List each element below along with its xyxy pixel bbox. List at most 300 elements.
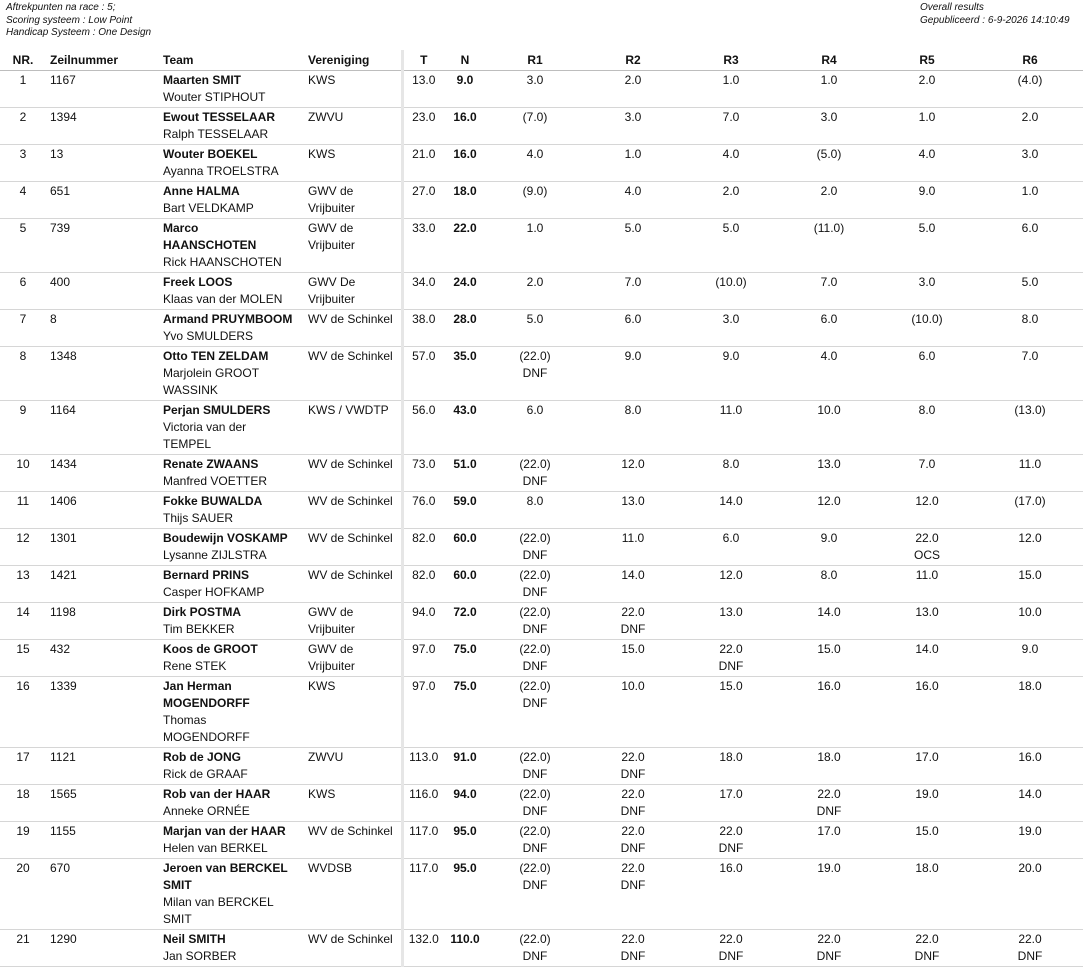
total-points-value: 21.0 [412,147,436,161]
race-score: 8.0 [918,403,936,417]
race-r2-cell [584,71,682,108]
race-score: 14.0 [621,568,645,582]
race-score: 1.0 [722,73,740,87]
race-r5-cell [878,145,976,182]
rank-cell [0,677,46,748]
team-cell [159,640,304,677]
sail-number-cell [46,273,159,310]
race-r4-cell [780,401,878,455]
club-name: KWS [308,147,336,161]
sail-number-value: 1164 [50,403,76,417]
race-r4-cell [780,145,878,182]
race-r1-cell [486,455,584,492]
race-score: 18.0 [817,750,841,764]
race-score: 22.0 [719,824,743,838]
team-cell [159,822,304,859]
race-score: 22.0 [621,750,645,764]
race-r1-cell [486,566,584,603]
sail-number-cell [46,108,159,145]
helm-name: Marco [163,221,199,235]
club-cell [304,859,402,930]
rank-cell [0,108,46,145]
rank-value: 4 [19,184,27,198]
table-row [0,822,1083,859]
race-score: 4.0 [722,147,740,161]
race-score: 17.0 [719,787,743,801]
race-r2-cell [584,219,682,273]
race-score: 13.0 [915,605,939,619]
race-score: 5.0 [722,221,740,235]
helm-name: Bernard PRINS [163,568,250,582]
table-row [0,273,1083,310]
race-r2-cell [584,859,682,930]
sail-number-value: 13 [50,147,64,161]
race-r1-cell [486,145,584,182]
sail-number-cell [46,492,159,529]
race-r1-cell [486,822,584,859]
helm-name: Armand PRUYMBOOM [163,312,293,326]
race-r5-cell [878,930,976,967]
race-r5-cell [878,529,976,566]
total-points-cell [402,785,444,822]
race-code: DNF [718,949,744,963]
team-cell [159,603,304,640]
race-score: (10.0) [715,275,747,289]
race-r2-cell [584,455,682,492]
race-score: 14.0 [1018,787,1042,801]
race-r4-cell [780,219,878,273]
race-code: DNF [620,949,646,963]
race-r6-cell [976,71,1083,108]
net-points-cell [444,748,486,785]
club-name: WV de Schinkel [308,312,393,326]
total-points-value: 57.0 [412,349,436,363]
team-cell [159,71,304,108]
race-score: 14.0 [915,642,939,656]
race-r4-cell [780,108,878,145]
sail-number-value: 1394 [50,110,77,124]
net-points-value: 91.0 [453,750,477,764]
race-score: 9.0 [624,349,642,363]
sail-number-value: 651 [50,184,71,198]
total-points-cell [402,145,444,182]
race-score: 6.0 [918,349,936,363]
race-code: DNF [816,804,842,818]
race-r3-cell [682,401,780,455]
race-code: DNF [522,548,548,562]
race-r3-cell [682,859,780,930]
race-r3-cell [682,529,780,566]
net-points-cell [444,930,486,967]
handicap-system-info: Handicap Systeem : One Design [6,27,152,38]
club-name: Vrijbuiter [308,292,355,306]
race-r4-cell [780,566,878,603]
total-points-value: 27.0 [412,184,436,198]
race-score: 12.0 [1018,531,1042,545]
race-score: 8.0 [722,457,740,471]
net-points-cell [444,401,486,455]
crew-name: Rick HAANSCHOTEN [163,255,282,269]
race-r6-cell [976,822,1083,859]
race-score: 10.0 [817,403,841,417]
race-score: 13.0 [621,494,645,508]
race-r1-cell [486,347,584,401]
table-row [0,492,1083,529]
club-name: Vrijbuiter [308,659,355,673]
club-cell [304,930,402,967]
total-points-cell [402,640,444,677]
race-r3-cell [682,145,780,182]
sail-number-value: 1434 [50,457,77,471]
crew-name: Thijs SAUER [163,511,234,525]
race-score: 2.0 [722,184,740,198]
race-r3-cell [682,785,780,822]
race-r3-cell [682,347,780,401]
total-points-value: 113.0 [409,750,439,764]
crew-name: WASSINK [163,383,218,397]
net-points-cell [444,603,486,640]
col-header-nr: NR. [0,50,46,71]
club-name: WV de Schinkel [308,494,393,508]
table-row [0,529,1083,566]
helm-name: HAANSCHOTEN [163,238,257,252]
race-r2-cell [584,930,682,967]
race-score: 22.0 [1018,932,1042,946]
race-score: 15.0 [1018,568,1042,582]
net-points-value: 9.0 [456,73,474,87]
total-points-cell [402,182,444,219]
club-name: KWS / VWDTP [308,403,389,417]
total-points-value: 34.0 [412,275,436,289]
crew-name: Marjolein GROOT [163,366,260,380]
sail-number-cell [46,640,159,677]
race-score: 17.0 [817,824,841,838]
total-points-value: 117.0 [409,861,439,875]
race-r6-cell [976,219,1083,273]
rank-cell [0,455,46,492]
race-r5-cell [878,492,976,529]
race-score: 11.0 [719,403,743,417]
race-score: (22.0) [519,750,551,764]
net-points-value: 94.0 [453,787,477,801]
race-r1-cell [486,401,584,455]
race-score: 15.0 [915,824,939,838]
total-points-value: 97.0 [412,679,436,693]
race-r6-cell [976,182,1083,219]
net-points-value: 59.0 [453,494,477,508]
race-r1-cell [486,492,584,529]
sail-number-value: 400 [50,275,71,289]
race-score: (22.0) [519,568,551,582]
table-row [0,401,1083,455]
rank-cell [0,640,46,677]
race-score: 7.0 [918,457,936,471]
table-row [0,108,1083,145]
sail-number-cell [46,859,159,930]
club-name: KWS [308,679,336,693]
team-cell [159,566,304,603]
race-score: 2.0 [624,73,642,87]
club-name: ZWVU [308,110,344,124]
race-score: 9.0 [820,531,838,545]
team-cell [159,145,304,182]
sail-number-value: 1339 [50,679,77,693]
race-score: 10.0 [621,679,645,693]
sail-number-cell [46,145,159,182]
race-r6-cell [976,492,1083,529]
race-score: 16.0 [719,861,743,875]
table-row [0,566,1083,603]
rank-value: 11 [16,494,30,508]
race-score: 4.0 [820,349,838,363]
race-score: 5.0 [918,221,936,235]
race-score: 9.0 [722,349,740,363]
rank-cell [0,219,46,273]
net-points-cell [444,566,486,603]
team-cell [159,108,304,145]
total-points-value: 97.0 [412,642,436,656]
total-points-value: 13.0 [412,73,436,87]
race-score: 22.0 [915,932,939,946]
crew-name: Rene STEK [163,659,227,673]
helm-name: Perjan SMULDERS [163,403,271,417]
total-points-cell [402,930,444,967]
table-row [0,930,1083,967]
crew-name: Ralph TESSELAAR [163,127,269,141]
crew-name: Lysanne ZIJLSTRA [163,548,267,562]
race-score: 19.0 [915,787,939,801]
rank-cell [0,822,46,859]
race-score: 14.0 [719,494,743,508]
club-cell [304,71,402,108]
race-r5-cell [878,785,976,822]
crew-name: Anneke ORNÉE [163,804,250,818]
race-code: DNF [522,841,548,855]
crew-name: Bart VELDKAMP [163,201,254,215]
race-r1-cell [486,310,584,347]
race-score: 22.0 [817,932,841,946]
race-r4-cell [780,347,878,401]
discards-info: Aftrekpunten na race : 5; [6,2,116,13]
race-r5-cell [878,310,976,347]
race-code: DNF [522,878,548,892]
race-score: 4.0 [624,184,642,198]
crew-name: Victoria van der [163,420,247,434]
race-r2-cell [584,182,682,219]
net-points-value: 72.0 [453,605,477,619]
race-r3-cell [682,677,780,748]
net-points-value: 18.0 [453,184,477,198]
sail-number-value: 1301 [50,531,77,545]
helm-name: Jan Herman [163,679,232,693]
col-header-sail-number: Zeilnummer [46,50,159,71]
race-r4-cell [780,677,878,748]
sail-number-cell [46,310,159,347]
crew-name: SMIT [163,912,192,926]
race-score: 22.0 [621,787,645,801]
crew-name: Yvo SMULDERS [163,329,254,343]
race-r5-cell [878,822,976,859]
race-r2-cell [584,401,682,455]
race-r6-cell [976,401,1083,455]
club-name: KWS [308,73,336,87]
team-cell [159,219,304,273]
club-cell [304,677,402,748]
race-score: 19.0 [817,861,841,875]
race-score: 7.0 [820,275,838,289]
race-r4-cell [780,529,878,566]
rank-value: 8 [19,349,27,363]
net-points-value: 16.0 [453,147,477,161]
race-r2-cell [584,822,682,859]
scoring-system-info: Scoring systeem : Low Point [6,14,133,26]
report-meta [6,2,151,40]
helm-name: Renate ZWAANS [163,457,259,471]
race-score: (7.0) [522,110,548,124]
race-r4-cell [780,273,878,310]
race-r4-cell [780,455,878,492]
race-score: (22.0) [519,787,551,801]
team-cell [159,310,304,347]
race-score: 11.0 [621,531,645,545]
club-name: GWV de [308,605,354,619]
club-cell [304,310,402,347]
race-score: 4.0 [918,147,936,161]
race-score: (22.0) [519,531,551,545]
sail-number-cell [46,566,159,603]
club-cell [304,145,402,182]
sail-number-value: 1290 [50,932,77,946]
team-cell [159,529,304,566]
race-code: OCS [913,548,940,562]
net-points-cell [444,677,486,748]
race-score: 16.0 [915,679,939,693]
rank-cell [0,492,46,529]
sail-number-cell [46,785,159,822]
net-points-value: 110.0 [450,932,480,946]
helm-name: Jeroen van BERCKEL [163,861,288,875]
race-r4-cell [780,859,878,930]
col-header-total: T [402,50,444,71]
race-r6-cell [976,603,1083,640]
sail-number-cell [46,182,159,219]
rank-value: 10 [16,457,30,471]
total-points-value: 38.0 [412,312,436,326]
race-r2-cell [584,603,682,640]
club-cell [304,566,402,603]
race-score: 18.0 [719,750,743,764]
rank-value: 20 [16,861,30,875]
race-score: 22.0 [621,605,645,619]
club-name: WV de Schinkel [308,457,393,471]
team-cell [159,401,304,455]
helm-name: Boudewijn VOSKAMP [163,531,288,545]
race-score: 12.0 [915,494,939,508]
net-points-value: 22.0 [453,221,477,235]
race-score: 22.0 [719,932,743,946]
team-cell [159,347,304,401]
race-r5-cell [878,566,976,603]
total-points-cell [402,219,444,273]
race-score: 8.0 [624,403,642,417]
rank-cell [0,859,46,930]
race-score: 22.0 [621,861,645,875]
published-timestamp: Gepubliceerd : 6-9-2026 14:10:49 [920,14,1070,26]
race-r5-cell [878,273,976,310]
total-points-value: 82.0 [412,568,436,582]
race-score: 5.0 [526,312,544,326]
table-row [0,785,1083,822]
table-row [0,640,1083,677]
race-code: DNF [1017,949,1043,963]
race-r1-cell [486,859,584,930]
club-cell [304,401,402,455]
race-r1-cell [486,71,584,108]
club-name: Vrijbuiter [308,622,355,636]
race-r5-cell [878,347,976,401]
race-r2-cell [584,640,682,677]
club-name: WV de Schinkel [308,568,393,582]
table-row [0,145,1083,182]
total-points-value: 33.0 [412,221,436,235]
total-points-cell [402,859,444,930]
net-points-cell [444,108,486,145]
race-score: 3.0 [722,312,740,326]
race-r2-cell [584,785,682,822]
sail-number-value: 1155 [50,824,76,838]
team-cell [159,182,304,219]
table-row [0,859,1083,930]
race-r2-cell [584,748,682,785]
race-score: 2.0 [918,73,936,87]
sail-number-value: 8 [50,312,57,326]
race-score: 9.0 [1021,642,1039,656]
helm-name: Koos de GROOT [163,642,258,656]
helm-name: Wouter BOEKEL [163,147,258,161]
race-score: 13.0 [817,457,841,471]
crew-name: Klaas van der MOLEN [163,292,283,306]
race-r6-cell [976,785,1083,822]
rank-cell [0,566,46,603]
net-points-value: 95.0 [453,861,477,875]
race-r1-cell [486,677,584,748]
sail-number-cell [46,677,159,748]
race-score: 14.0 [817,605,841,619]
total-points-cell [402,108,444,145]
race-r1-cell [486,219,584,273]
race-score: 15.0 [817,642,841,656]
helm-name: Ewout TESSELAAR [163,110,276,124]
net-points-cell [444,455,486,492]
club-name: Vrijbuiter [308,238,355,252]
race-r5-cell [878,108,976,145]
race-r2-cell [584,108,682,145]
race-code: DNF [522,366,548,380]
net-points-value: 51.0 [453,457,477,471]
helm-name: Neil SMITH [163,932,226,946]
sail-number-cell [46,219,159,273]
race-score: 1.0 [624,147,642,161]
net-points-value: 60.0 [453,568,477,582]
total-points-cell [402,310,444,347]
race-r1-cell [486,603,584,640]
race-r3-cell [682,748,780,785]
sail-number-value: 1406 [50,494,77,508]
col-header-r5: R5 [878,50,976,71]
rank-value: 7 [19,312,27,326]
table-row [0,455,1083,492]
helm-name: Freek LOOS [163,275,233,289]
